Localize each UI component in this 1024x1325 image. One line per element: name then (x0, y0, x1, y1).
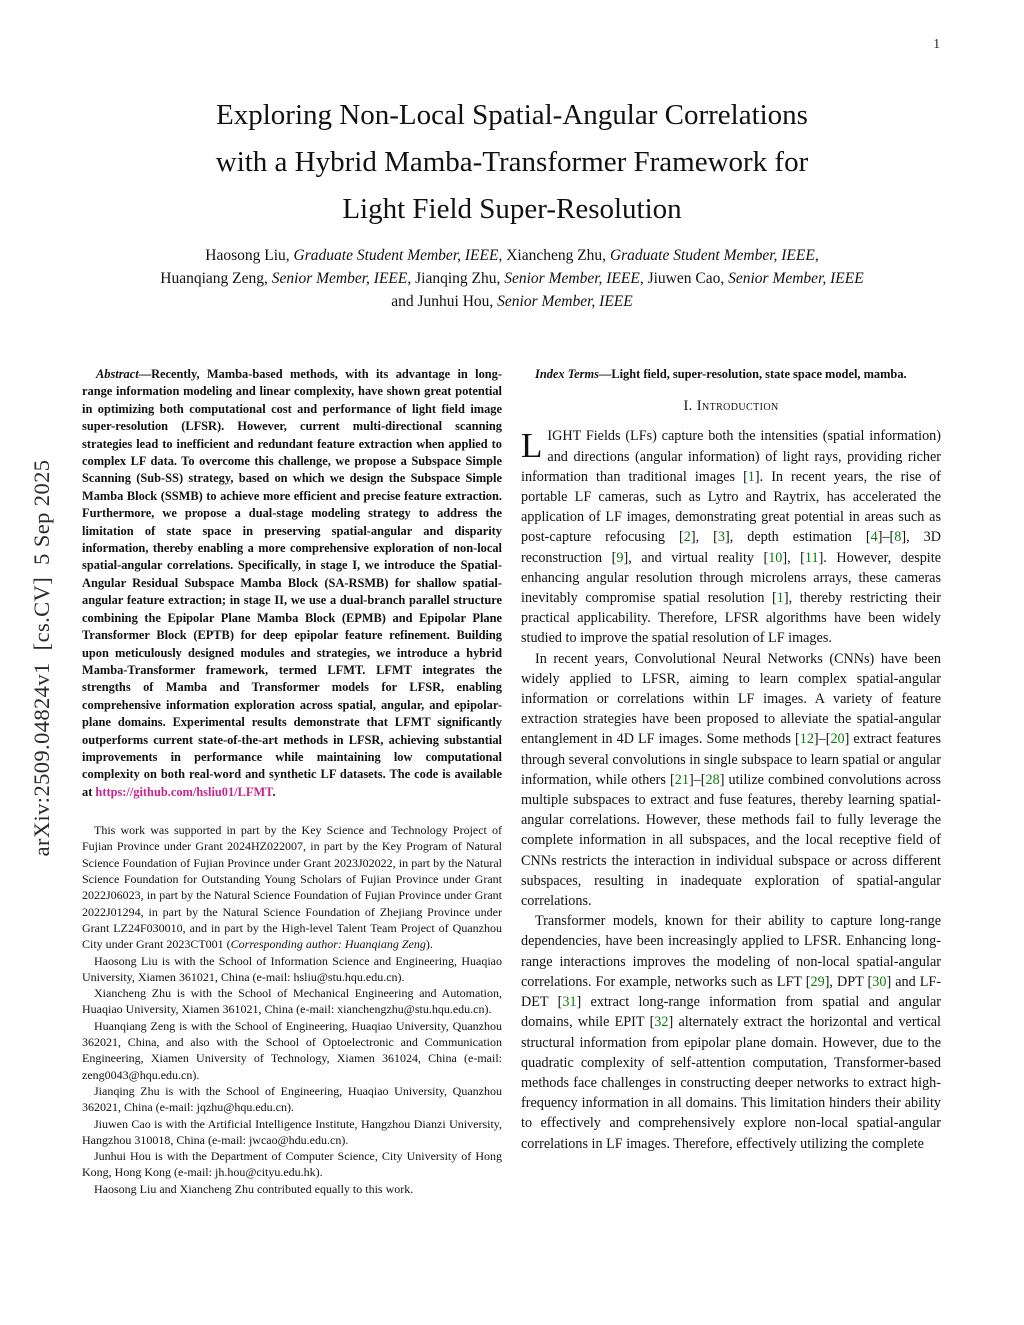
text-segment: Corresponding author: Huanqiang Zeng (230, 937, 426, 952)
citation-ref[interactable]: 28 (705, 771, 720, 788)
text-segment: ], [ (690, 529, 718, 546)
author-list (82, 244, 942, 313)
footnote-block (82, 822, 502, 1197)
text-segment: , (814, 247, 819, 264)
text-segment: In recent years, Convolutional Neural Networks (CNNs) have been widely applied to LFSR, aiming to learn complex spatial-angular information or correlations within LF images. A variety of feature extraction strategies have been proposed to alleviate the spatial-angular entanglement in 4D LF images. Some methods [ (521, 650, 941, 748)
text-segment: Light Field Super-Resolution (342, 193, 682, 225)
citation-ref[interactable]: 32 (654, 1014, 669, 1031)
text-segment: ]–[ (688, 771, 706, 788)
footnote-affiliation: Jiuwen Cao is with the Artificial Intelligence Institute, Hangzhou Dianzi University, Hangzhou 310018, China (e-mail: jwcao@hdu.edu.cn). (82, 1116, 502, 1147)
citation-ref[interactable]: 1 (776, 590, 784, 607)
text-segment: ] alternately extract the horizontal and vertical structural information from epipolar plane domain. However, due to the quadratic complexity of self-attention computation, Transformer-based methods face challenges in constructing deeper networks to extract high-frequency information in all domains. This limitation hinders their ability to effectively and comprehensively explore non-local spatial-angular correlations in LF images. Therefore, effectively utilizing the complete (521, 1014, 941, 1152)
arxiv-watermark: arXiv:2509.04824v1 [cs.CV] 5 Sep 2025 (29, 459, 54, 857)
text-segment: ], DPT [ (824, 973, 873, 990)
text-segment: —Light field, super-resolution, state space model, mamba. (598, 367, 907, 381)
text-segment: ], [ (782, 549, 805, 566)
intro-paragraph-2 (521, 649, 941, 912)
text-segment: , Jiuwen Cao, (639, 270, 729, 287)
text-segment: Transformer models, known for their ability to capture long-range dependencies, have been increasingly applied to LFSR. Enhancing long-range interactions improves the modeling of non-local spatial-angular correlations. For example, networks such as LFT [ (521, 913, 941, 990)
text-segment: ]. However, despite enhancing angular resolution through microlens arrays, these cameras inevitably compromise spatial resolution [ (521, 549, 941, 607)
citation-ref[interactable]: 10 (768, 549, 783, 566)
text-segment: Huanqiang Zeng, (160, 270, 272, 287)
text-segment: ], 3D reconstruction [ (521, 529, 941, 566)
index-terms-paragraph (521, 366, 941, 383)
text-segment: Senior Member, IEEE (504, 270, 640, 287)
footnote-affiliation: Xiancheng Zhu is with the School of Mechanical Engineering and Automation, Huaqiao University, Xiamen 361021, China (e-mail: xianchengzhu@stu.hqu.edu.cn). (82, 986, 502, 1017)
citation-ref[interactable]: 30 (872, 973, 887, 990)
citation-ref[interactable]: 29 (810, 973, 825, 990)
footnote-affiliation: Huanqiang Zeng is with the School of Engineering, Huaqiao University, Quanzhou 362021, China, and also with the School of Optoelectronic and Communication Engineering, Xiamen University of Technology, Xiamen 361024, China (e-mail: zeng0043@hqu.edu.cn). (82, 1018, 502, 1082)
text-segment: Exploring Non-Local Spatial-Angular Correlations (216, 99, 808, 131)
text-segment: Haosong Liu, (205, 247, 294, 264)
citation-ref[interactable]: 3 (717, 529, 725, 546)
text-segment: ] extract long-range information from spatial and angular domains, while EPIT [ (521, 994, 941, 1031)
text-segment: Graduate Student Member, IEEE (609, 247, 815, 264)
text-segment: and Junhui Hou, (391, 293, 498, 310)
citation-ref[interactable]: 8 (894, 529, 902, 546)
citation-ref[interactable]: 20 (830, 731, 845, 748)
text-segment: ] utilize combined convolutions across multiple subspaces to extract and fuse features, thereby learning spatial-angular correlations. However, these methods fail to fully leverage the complete information in all subspaces, and the local receptive field of CNNs restricts the interaction in individual subspace or across different subspaces, resulting in inadequate exploration of spatial-angular correlations. (521, 771, 941, 910)
right-column (521, 366, 941, 1197)
text-segment: ] and LF-DET [ (521, 973, 941, 1011)
text-segment: ] extract features through several convolutions in single subspace to learn spatial or angular information, while others [ (521, 731, 941, 788)
text-segment: Graduate Student Member, IEEE (293, 247, 499, 264)
citation-ref[interactable]: 12 (799, 731, 814, 748)
drop-cap: L (521, 426, 543, 466)
intro-paragraph-1 (521, 426, 941, 648)
paragraph-text (521, 428, 941, 646)
citation-ref[interactable]: 2 (683, 529, 691, 546)
paper-title (82, 92, 942, 233)
text-segment: Abstract (96, 367, 139, 381)
text-segment: . (272, 784, 276, 799)
intro-paragraph-3 (521, 911, 941, 1153)
text-segment: Index Terms (535, 367, 599, 381)
section-heading-introduction: I. Introduction (683, 398, 779, 415)
text-segment: ], depth estimation [ (724, 529, 871, 546)
page-number: 1 (933, 36, 940, 51)
footnote-affiliation: Haosong Liu is with the School of Information Science and Engineering, Huaqiao University, Xiamen 361021, China (e-mail: hsliu@stu.hqu.edu.cn). (82, 953, 502, 984)
text-segment: ], thereby restricting their practical applicability. Therefore, LFSR algorithms have been widely studied to improve the spatial resolution of LF images. (521, 590, 941, 647)
text-segment: with a Hybrid Mamba-Transformer Framework for (215, 146, 809, 178)
text-segment: This work was supported in part by the Key Science and Technology Project of Fujian Province under Grant 2024HZ022007, in part by the Key Program of Natural Science Foundation of Fujian Province under Grant 2023J02022, in part by the Natural Science Foundation for Outstanding Young Scholars of Fujian Province under Grant 2022J06023, in part by the Natural Science Foundation of Fujian Province under Grant 2022J01294, in part by the Natural Science Foundation of Zhejiang Province under Grant LZ24F030010, and in part by the High-level Talent Team Project of Quanzhou City under Grant 2023CT001 ( (82, 823, 502, 952)
text-segment: Senior Member, IEEE (497, 293, 633, 310)
citation-ref[interactable]: 1 (747, 468, 755, 485)
text-segment: ]–[ (813, 731, 831, 748)
url-link[interactable]: https://github.com/hsliu01/LFMT (95, 784, 273, 799)
footnote-funding (82, 822, 502, 952)
text-segment: IGHT Fields (LFs) capture both the intensities (spatial information) and directions (angular information) of light rays, providing richer information than traditional images [ (521, 428, 941, 485)
footnote-affiliation: Jianqing Zhu is with the School of Engineering, Huaqiao University, Quanzhou 362021, China (e-mail: jqzhu@hqu.edu.cn). (82, 1083, 502, 1115)
citation-ref[interactable]: 31 (562, 994, 577, 1011)
citation-ref[interactable]: 9 (616, 549, 624, 566)
text-segment: ], and virtual reality [ (623, 549, 769, 566)
text-segment: —Recently, Mamba-based methods, with its advantage in long-range information modeling and linear complexity, have shown great potential in optimizing both computational cost and performance of light field image super-resolution (LFSR). However, current multi-directional scanning strategies lead to inefficient and redundant feature extraction when applied to complex LF data. To overcome this challenge, we propose a Subspace Simple Scanning (Sub-SS) strategy, based on which we design the Subspace Simple Mamba Block (SSMB) to achieve more efficient and precise feature extraction. Furthermore, we propose a dual-stage modeling strategy to address the limitation of state space in preserving spatial-angular and disparity information, thereby enabling a more comprehensive exploration of non-local spatial-angular correlations. Specifically, in stage I, we introduce the Spatial-Angular Residual Subspace Mamba Block (SA-RSMB) for shallow spatial-angular feature extraction; in stage II, we use a dual-branch parallel structure combining the Epipolar Plane Mamba Block (EPMB) and Epipolar Plane Transformer Block (EPTB) for deep epipolar feature refinement. Building upon meticulously designed modules and strategies, we introduce a hybrid Mamba-Transformer framework, termed LFMT. LFMT integrates the strengths of Mamba and Transformer models for LFSR, enabling comprehensive information exploration across spatial, angular, and epipolar-plane domains. Experimental results demonstrate that LFMT significantly outperforms current state-of-the-art methods in LFSR, achieving substantial improvements in performance while maintaining low computational complexity on both real-word and synthetic LF datasets. The code is available at (82, 367, 502, 799)
two-column-body (82, 366, 942, 1197)
text-segment: ]. In recent years, the rise of portable LF cameras, such as Lytro and Raytrix, has accelerated the application of LF images, demonstrating great potential in areas such as post-capture refocusing [ (521, 468, 941, 546)
text-segment: Senior Member, IEEE (728, 270, 864, 287)
left-column (82, 366, 502, 1197)
text-segment: Senior Member, IEEE (271, 270, 408, 287)
citation-ref[interactable]: 11 (804, 549, 819, 566)
text-segment: , Jianqing Zhu, (407, 270, 505, 287)
citation-ref[interactable]: 4 (870, 529, 878, 546)
text-segment: , Xiancheng Zhu, (498, 247, 610, 264)
abstract-paragraph (82, 366, 502, 801)
footnote-affiliation: Junhui Hou is with the Department of Computer Science, City University of Hong Kong, Hong Kong (e-mail: jh.hou@cityu.edu.hk). (82, 1149, 502, 1180)
text-segment: ]–[ (877, 529, 895, 546)
footnote-equal-contribution: Haosong Liu and Xiancheng Zhu contributed equally to this work. (94, 1181, 414, 1196)
citation-ref[interactable]: 21 (674, 771, 689, 788)
text-segment: ). (425, 937, 433, 952)
